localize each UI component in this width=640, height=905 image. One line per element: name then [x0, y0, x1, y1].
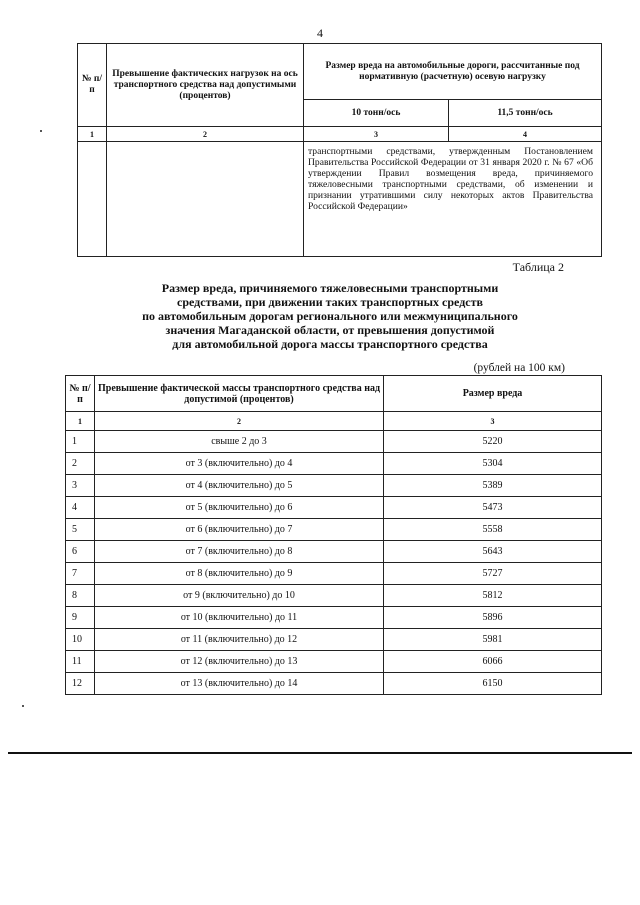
- row-range-cell: от 12 (включительно) до 13: [95, 651, 384, 673]
- table-row: [66, 497, 602, 519]
- row-value-cell: 5389: [384, 475, 602, 497]
- row-number-cell: 12: [66, 673, 95, 695]
- table-row: [66, 651, 602, 673]
- t1-subheader-11-5t: 11,5 тонн/ось: [449, 100, 602, 127]
- t1-empty-cell: [107, 142, 304, 257]
- row-number-cell: 8: [66, 585, 95, 607]
- row-value-cell: 6150: [384, 673, 602, 695]
- row-range-cell: от 4 (включительно) до 5: [95, 475, 384, 497]
- t1-index-cell: 4: [449, 127, 602, 142]
- row-range-cell: от 8 (включительно) до 9: [95, 563, 384, 585]
- t1-continuation-text: транспортными средствами, утвержденным Постановлением Правительства Российской Федерации от 31 января 2020 г. № 67 «Об утверждении Правил возмещения вреда, причиняемого тяжеловесными транспортными средствами, об изменении и признании утратившими силу некоторых актов Правительства Российской Федерации»: [304, 142, 602, 257]
- scan-speck: [40, 130, 42, 132]
- t1-col-number-header: № п/п: [78, 44, 107, 127]
- t1-col-damage-header: Размер вреда на автомобильные дороги, рассчитанные под нормативную (расчетную) осевую нагрузку: [304, 44, 602, 100]
- t1-empty-cell: [78, 142, 107, 257]
- row-value-cell: 5304: [384, 453, 602, 475]
- row-value-cell: 6066: [384, 651, 602, 673]
- table-row: [66, 453, 602, 475]
- row-value-cell: 5812: [384, 585, 602, 607]
- table-row: [66, 519, 602, 541]
- heading-line: для автомобильной дорога массы транспортного средства: [172, 337, 488, 351]
- row-value-cell: 5896: [384, 607, 602, 629]
- row-number-cell: 11: [66, 651, 95, 673]
- table-row: [66, 431, 602, 453]
- t2-col-number-header: № п/п: [66, 376, 95, 412]
- scan-speck: [22, 705, 24, 707]
- bottom-rule: [8, 752, 632, 754]
- row-number-cell: 6: [66, 541, 95, 563]
- row-number-cell: 9: [66, 607, 95, 629]
- t1-index-cell: 3: [304, 127, 449, 142]
- table-row: [66, 673, 602, 695]
- row-range-cell: от 3 (включительно) до 4: [95, 453, 384, 475]
- table-1-continuation: [77, 43, 602, 257]
- row-range-cell: от 11 (включительно) до 12: [95, 629, 384, 651]
- heading-line: значения Магаданской области, от превышения допустимой: [165, 323, 495, 337]
- row-number-cell: 10: [66, 629, 95, 651]
- t2-index-cell: 3: [384, 412, 602, 431]
- row-value-cell: 5727: [384, 563, 602, 585]
- t2-index-cell: 2: [95, 412, 384, 431]
- table-row: [66, 563, 602, 585]
- heading-line: средствами, при движении таких транспортных средств: [177, 295, 483, 309]
- row-number-cell: 7: [66, 563, 95, 585]
- row-value-cell: 5220: [384, 431, 602, 453]
- t1-col-excess-header: Превышение фактических нагрузок на ось транспортного средства над допустимыми (процентов): [107, 44, 304, 127]
- table-row: [66, 629, 602, 651]
- table-row: [66, 541, 602, 563]
- table-row: [66, 585, 602, 607]
- page-number: 4: [317, 26, 323, 40]
- table-row: [66, 475, 602, 497]
- row-range-cell: свыше 2 до 3: [95, 431, 384, 453]
- row-number-cell: 1: [66, 431, 95, 453]
- table-2-label: Таблица 2: [512, 260, 564, 274]
- row-number-cell: 4: [66, 497, 95, 519]
- t2-index-cell: 1: [66, 412, 95, 431]
- t2-col-damage-header: Размер вреда: [384, 376, 602, 412]
- table-row: [66, 607, 602, 629]
- row-value-cell: 5981: [384, 629, 602, 651]
- row-number-cell: 3: [66, 475, 95, 497]
- t1-subheader-10t: 10 тонн/ось: [304, 100, 449, 127]
- row-value-cell: 5558: [384, 519, 602, 541]
- table-2-heading: [60, 281, 600, 351]
- row-value-cell: 5473: [384, 497, 602, 519]
- t1-index-cell: 1: [78, 127, 107, 142]
- heading-line: по автомобильным дорогам регионального или межмуниципального: [142, 309, 518, 323]
- table-2: [65, 375, 602, 695]
- row-range-cell: от 6 (включительно) до 7: [95, 519, 384, 541]
- row-value-cell: 5643: [384, 541, 602, 563]
- t1-index-cell: 2: [107, 127, 304, 142]
- row-number-cell: 5: [66, 519, 95, 541]
- row-range-cell: от 7 (включительно) до 8: [95, 541, 384, 563]
- t2-col-excess-header: Превышение фактической массы транспортного средства над допустимой (процентов): [95, 376, 384, 412]
- row-range-cell: от 5 (включительно) до 6: [95, 497, 384, 519]
- row-range-cell: от 9 (включительно) до 10: [95, 585, 384, 607]
- row-range-cell: от 10 (включительно) до 11: [95, 607, 384, 629]
- table-2-units: (рублей на 100 км): [473, 362, 565, 374]
- heading-line: Размер вреда, причиняемого тяжеловесными транспортными: [161, 281, 499, 295]
- row-number-cell: 2: [66, 453, 95, 475]
- row-range-cell: от 13 (включительно) до 14: [95, 673, 384, 695]
